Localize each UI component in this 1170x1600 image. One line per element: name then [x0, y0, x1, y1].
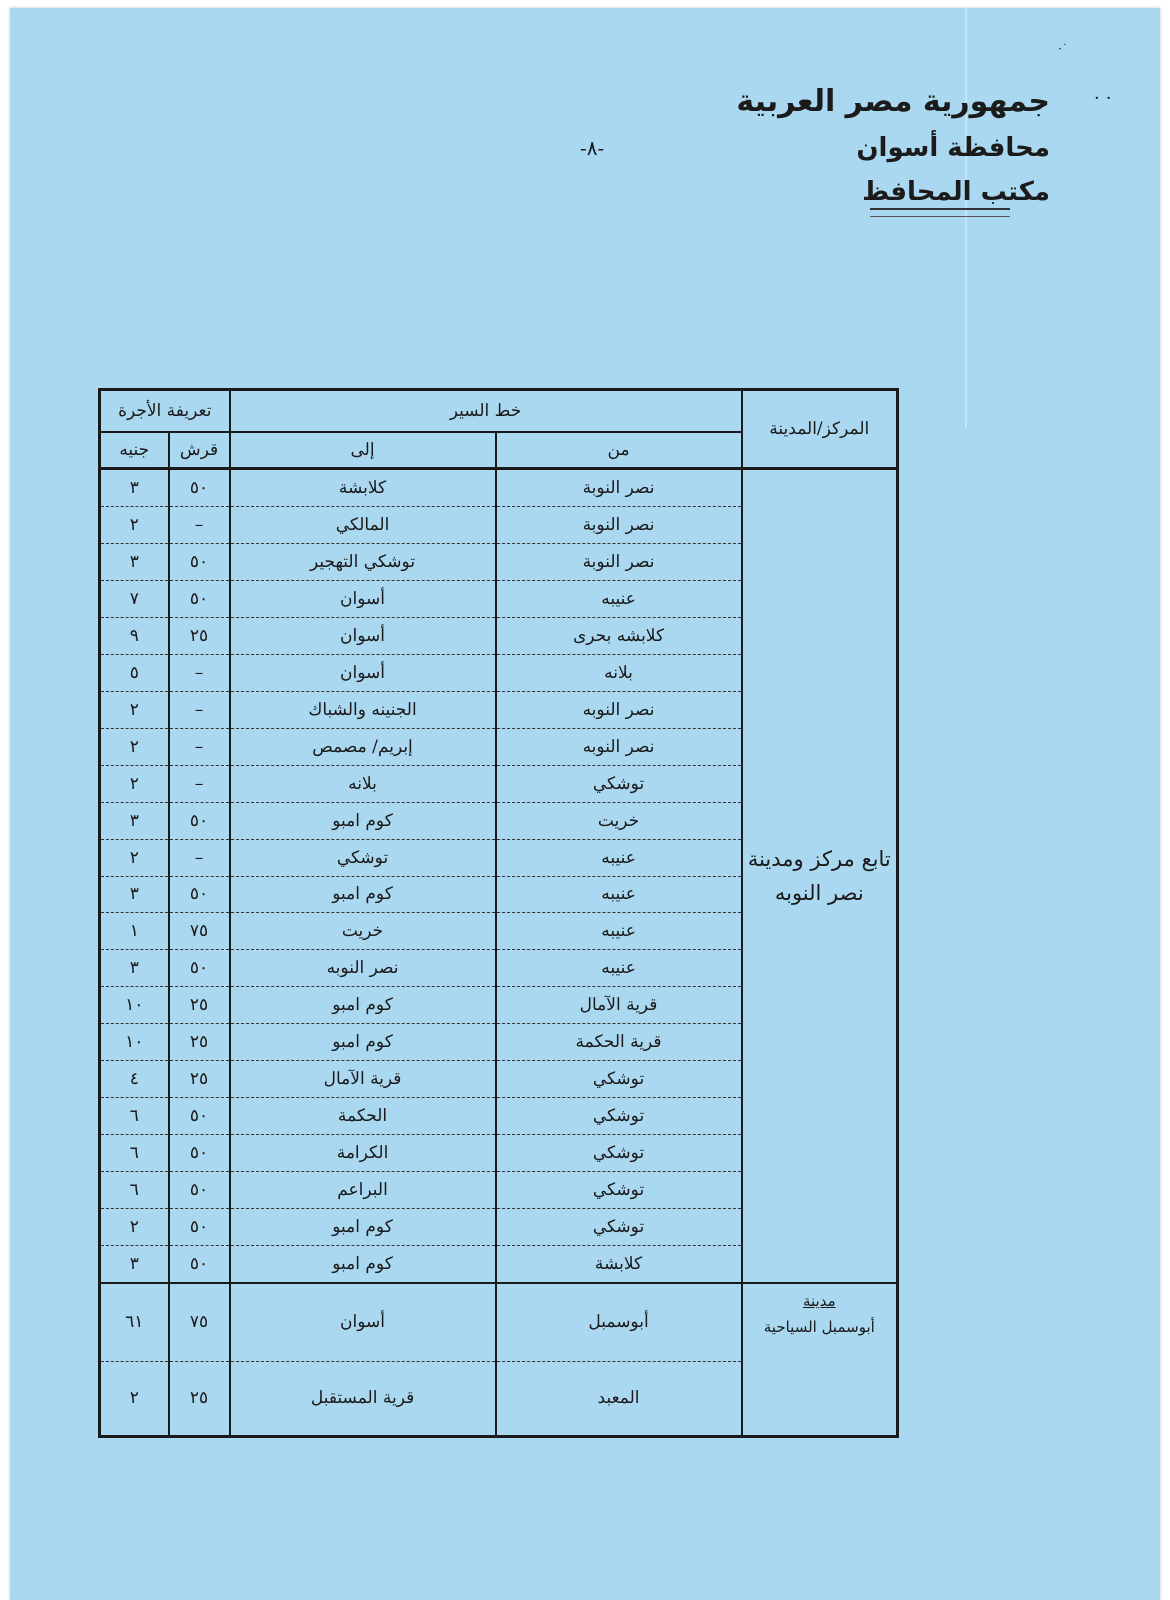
cell-to: توشكي التهجير: [230, 543, 496, 580]
cell-pounds: ٣: [100, 802, 169, 839]
cell-pounds: ٢: [100, 728, 169, 765]
header-pounds: جنيه: [100, 432, 169, 469]
cell-to: أسوان: [230, 654, 496, 691]
cell-pounds: ٩: [100, 617, 169, 654]
cell-piasters: –: [169, 506, 230, 543]
cell-piasters: ٥٠: [169, 580, 230, 617]
cell-piasters: –: [169, 728, 230, 765]
cell-pounds: ٣: [100, 950, 169, 987]
cell-from: نصر النوبة: [496, 469, 742, 507]
cell-pounds: ٢: [100, 839, 169, 876]
fare-table: [98, 388, 899, 1438]
cell-piasters: ٢٥: [169, 617, 230, 654]
cell-from: توشكي: [496, 1098, 742, 1135]
cell-to: أسوان: [230, 580, 496, 617]
fare-table-body: [100, 469, 898, 1437]
cell-pounds: ٢: [100, 765, 169, 802]
group-label-abu-simbel-line2: أبوسمبل السياحية: [763, 1317, 875, 1336]
cell-pounds: ٣: [100, 469, 169, 507]
cell-pounds: ١٠: [100, 1024, 169, 1061]
header-from: من: [496, 432, 742, 469]
cell-from: خريت: [496, 802, 742, 839]
cell-to: خريت: [230, 913, 496, 950]
cell-from: بلانه: [496, 654, 742, 691]
cell-to: إبريم/ مصمص: [230, 728, 496, 765]
header-piasters: قرش: [169, 432, 230, 469]
cell-from: عنيبه: [496, 839, 742, 876]
cell-piasters: ٥٠: [169, 469, 230, 507]
header-route: خط السير: [230, 390, 742, 433]
cell-piasters: ٥٠: [169, 543, 230, 580]
cell-to: قرية الآمال: [230, 1061, 496, 1098]
cell-pounds: ٦: [100, 1098, 169, 1135]
cell-to: المالكي: [230, 506, 496, 543]
header-to: إلى: [230, 432, 496, 469]
cell-from: توشكي: [496, 1135, 742, 1172]
cell-from: توشكي: [496, 765, 742, 802]
cell-piasters: ٢٥: [169, 1024, 230, 1061]
cell-from: كلابشة: [496, 1246, 742, 1283]
cell-piasters: ٢٥: [169, 1361, 230, 1436]
cell-piasters: –: [169, 839, 230, 876]
cell-from: نصر النوبة: [496, 506, 742, 543]
cell-from: نصر النوبة: [496, 543, 742, 580]
cell-to: كلابشة: [230, 469, 496, 507]
cell-to: أسوان: [230, 617, 496, 654]
cell-to: الجنينه والشباك: [230, 691, 496, 728]
cell-piasters: ٥٠: [169, 1135, 230, 1172]
cell-piasters: ٢٥: [169, 987, 230, 1024]
cell-to: كوم امبو: [230, 1246, 496, 1283]
cell-pounds: ٥: [100, 654, 169, 691]
cell-to: كوم امبو: [230, 876, 496, 913]
cell-piasters: ٧٥: [169, 1283, 230, 1361]
cell-to: توشكي: [230, 839, 496, 876]
cell-piasters: –: [169, 691, 230, 728]
cell-piasters: ٥٠: [169, 1209, 230, 1246]
header-fare: تعريفة الأجرة: [100, 390, 230, 433]
cell-pounds: ٧: [100, 580, 169, 617]
cell-from: كلابشه بحرى: [496, 617, 742, 654]
cell-piasters: ٥٠: [169, 1098, 230, 1135]
group-label-abu-simbel-line1: مدينة: [802, 1291, 836, 1310]
cell-piasters: ٥٠: [169, 802, 230, 839]
paper-fold: [965, 8, 967, 428]
cell-to: كوم امبو: [230, 1024, 496, 1061]
cell-from: نصر النوبه: [496, 728, 742, 765]
cell-from: عنيبه: [496, 580, 742, 617]
cell-piasters: ٥٠: [169, 1172, 230, 1209]
cell-from: أبوسمبل: [496, 1283, 742, 1361]
cell-pounds: ٣: [100, 1246, 169, 1283]
letterhead: [736, 78, 1050, 214]
cell-pounds: ٢: [100, 1361, 169, 1436]
cell-from: عنيبه: [496, 913, 742, 950]
cell-from: المعبد: [496, 1361, 742, 1436]
cell-piasters: ٧٥: [169, 913, 230, 950]
group-label-abu-simbel: [742, 1283, 898, 1437]
cell-to: الكرامة: [230, 1135, 496, 1172]
cell-to: كوم امبو: [230, 802, 496, 839]
cell-to: كوم امبو: [230, 987, 496, 1024]
cell-from: توشكي: [496, 1209, 742, 1246]
letterhead-country: جمهورية مصر العربية: [736, 84, 1050, 119]
cell-from: نصر النوبه: [496, 691, 742, 728]
cell-to: كوم امبو: [230, 1209, 496, 1246]
letterhead-underline: [870, 208, 1010, 217]
cell-pounds: ١٠: [100, 987, 169, 1024]
table-row: [100, 1283, 898, 1361]
cell-pounds: ٢: [100, 506, 169, 543]
cell-to: قرية المستقبل: [230, 1361, 496, 1436]
cell-piasters: ٢٥: [169, 1061, 230, 1098]
cell-pounds: ٣: [100, 876, 169, 913]
cell-piasters: –: [169, 654, 230, 691]
cell-to: الحكمة: [230, 1098, 496, 1135]
cell-pounds: ٤: [100, 1061, 169, 1098]
corner-mark: ·˙: [1058, 42, 1068, 56]
cell-from: قرية الحكمة: [496, 1024, 742, 1061]
cell-pounds: ٦١: [100, 1283, 169, 1361]
cell-piasters: ٥٠: [169, 876, 230, 913]
cell-pounds: ٦: [100, 1172, 169, 1209]
page-number: -٨-: [580, 136, 605, 160]
cell-to: بلانه: [230, 765, 496, 802]
cell-from: عنيبه: [496, 950, 742, 987]
bullet-dots: ··: [1094, 88, 1118, 109]
cell-piasters: ٥٠: [169, 950, 230, 987]
cell-piasters: ٥٠: [169, 1246, 230, 1283]
letterhead-governorate: محافظة أسوان: [856, 133, 1050, 163]
cell-pounds: ٢: [100, 1209, 169, 1246]
cell-to: أسوان: [230, 1283, 496, 1361]
cell-pounds: ٢: [100, 691, 169, 728]
cell-from: توشكي: [496, 1172, 742, 1209]
cell-piasters: –: [169, 765, 230, 802]
header-center: المركز/المدينة: [742, 390, 898, 469]
group-label-nasr-elnuba: تابع مركز ومدينة نصر النوبه: [742, 469, 898, 1283]
cell-pounds: ١: [100, 913, 169, 950]
cell-pounds: ٣: [100, 543, 169, 580]
cell-to: نصر النوبه: [230, 950, 496, 987]
cell-from: توشكي: [496, 1061, 742, 1098]
cell-from: قرية الآمال: [496, 987, 742, 1024]
cell-to: البراعم: [230, 1172, 496, 1209]
cell-from: عنيبه: [496, 876, 742, 913]
letterhead-office: مكتب المحافظ: [862, 177, 1050, 207]
cell-pounds: ٦: [100, 1135, 169, 1172]
